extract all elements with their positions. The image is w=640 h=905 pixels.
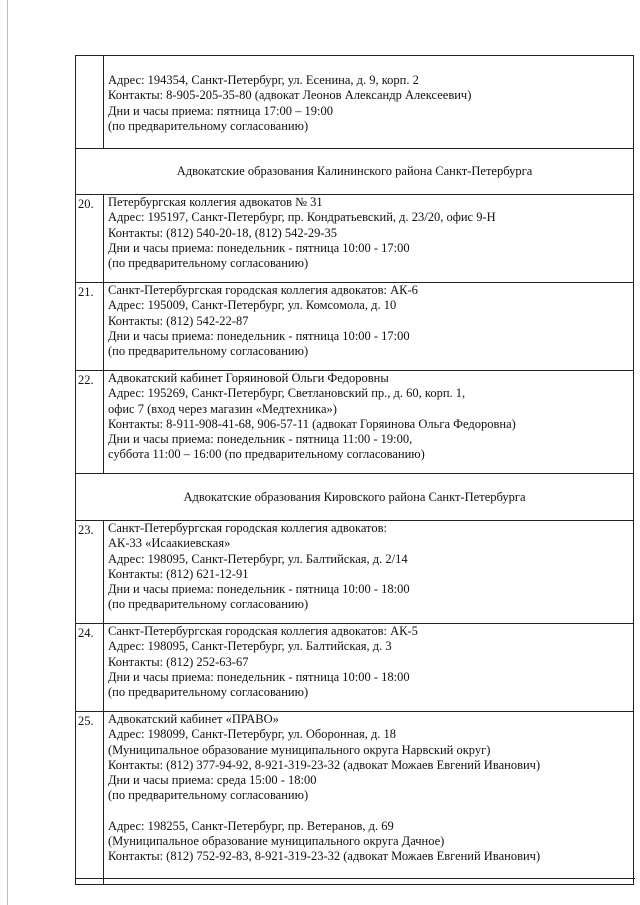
section-title: Адвокатские образования Калининского района Санкт-Петербурга xyxy=(76,149,634,195)
entry-details xyxy=(104,624,634,712)
entry-number: 24. xyxy=(76,624,104,712)
entry-line: суббота 11:00 – 16:00 (по предварительному согласованию) xyxy=(108,447,425,462)
entry-line: Дни и часы приема: понедельник - пятница 10:00 - 18:00 xyxy=(108,669,410,684)
entry-line: Петербургская коллегия адвокатов № 31 xyxy=(108,195,323,209)
entry-line: Дни и часы приема: понедельник - пятница 10:00 - 18:00 xyxy=(108,582,410,597)
entry-line: Санкт-Петербургская городская коллегия адвокатов: АК-6 xyxy=(108,283,418,297)
entry-number xyxy=(76,56,104,149)
entry-line: Санкт-Петербургская городская коллегия адвокатов: xyxy=(108,521,387,535)
entry-line: (по предварительному согласованию) xyxy=(108,344,309,359)
entry-line: (по предварительному согласованию) xyxy=(108,256,309,271)
entry-details xyxy=(104,56,634,149)
entry-line: (по предварительному согласованию) xyxy=(108,685,309,700)
entry-line: Контакты: (812) 621-12-91 xyxy=(108,566,249,581)
entry-line: Дни и часы приема: среда 15:00 - 18:00 xyxy=(108,773,317,788)
entry-number: 21. xyxy=(76,283,104,371)
entry-line: (по предварительному согласованию) xyxy=(108,118,309,133)
entry-line: Адрес: 195269, Санкт-Петербург, Светлановский пр., д. 60, корп. 1, xyxy=(108,386,466,401)
entry-number: 22. xyxy=(76,371,104,474)
entry-line: (по предварительному согласованию) xyxy=(108,788,309,803)
entry-row xyxy=(76,371,634,474)
entry-row xyxy=(76,521,634,624)
entry-line: Контакты: (812) 542-22-87 xyxy=(108,313,249,328)
entry-details xyxy=(104,283,634,371)
entry-line: Адрес: 194354, Санкт-Петербург, ул. Есенина, д. 9, корп. 2 xyxy=(108,73,419,87)
entry-line: офис 7 (вход через магазин «Медтехника») xyxy=(108,401,337,416)
entry-line: Контакты: 8-911-908-41-68, 906-57-11 (адвокат Горяинова Ольга Федоровна) xyxy=(108,416,516,431)
entry-line: Контакты: 8-905-205-35-80 (адвокат Леонов Александр Алексеевич) xyxy=(108,88,472,103)
entry-line: Контакты: (812) 252-63-67 xyxy=(108,654,249,669)
section-title: Адвокатские образования Кировского района Санкт-Петербурга xyxy=(76,474,634,521)
entry-line: Контакты: (812) 540-20-18, (812) 542-29-35 xyxy=(108,225,337,240)
entry-line: Контакты: (812) 377-94-92, 8-921-319-23-32 (адвокат Можаев Евгений Иванович) xyxy=(108,757,541,772)
entry-line: Контакты: (812) 752-92-83, 8-921-319-23-32 (адвокат Можаев Евгений Иванович) xyxy=(108,849,541,864)
entry-details xyxy=(104,521,634,624)
entry-line: Адрес: 198095, Санкт-Петербург, ул. Балтийская, д. 3 xyxy=(108,639,392,654)
entry-line: (по предварительному согласованию) xyxy=(108,597,309,612)
entry-line: (Муниципальное образование муниципального округа Нарвский округ) xyxy=(108,742,491,757)
entry-line: Адрес: 198099, Санкт-Петербург, ул. Оборонная, д. 18 xyxy=(108,727,397,742)
entry-line: Дни и часы приема: понедельник - пятница 11:00 - 19:00, xyxy=(108,432,413,447)
section-header-row xyxy=(76,474,634,521)
lawyers-table-body xyxy=(76,56,634,885)
entry-details xyxy=(104,712,634,885)
entry-line: Дни и часы приема: понедельник - пятница 10:00 - 17:00 xyxy=(108,240,410,255)
entry-details xyxy=(104,195,634,283)
page-bottom-rule xyxy=(75,878,635,879)
entry-row xyxy=(76,624,634,712)
entry-line: АК-33 «Исаакиевская» xyxy=(108,536,231,551)
entry-line: Адвокатский кабинет Горяиновой Ольги Федоровны xyxy=(108,371,389,385)
section-header-row xyxy=(76,149,634,195)
entry-line: Адрес: 198255, Санкт-Петербург, пр. Ветеранов, д. 69 xyxy=(108,818,394,833)
entry-line: Адвокатский кабинет «ПРАВО» xyxy=(108,712,279,726)
entry-details xyxy=(104,371,634,474)
entry-line: Дни и часы приема: пятница 17:00 – 19:00 xyxy=(108,103,333,118)
entry-number: 20. xyxy=(76,195,104,283)
lawyers-table xyxy=(75,55,634,885)
entry-line: Адрес: 198095, Санкт-Петербург, ул. Балтийская, д. 2/14 xyxy=(108,551,408,566)
entry-row xyxy=(76,195,634,283)
entry-line: Адрес: 195197, Санкт-Петербург, пр. Кондратьевский, д. 23/20, офис 9-Н xyxy=(108,210,496,225)
entry-line: Санкт-Петербургская городская коллегия адвокатов: АК-5 xyxy=(108,624,418,638)
entry-line: (Муниципальное образование муниципального округа Дачное) xyxy=(108,834,445,849)
scan-edge-line xyxy=(7,0,8,905)
entry-number: 25. xyxy=(76,712,104,885)
entry-row xyxy=(76,712,634,885)
entry-line: Дни и часы приема: понедельник - пятница 10:00 - 17:00 xyxy=(108,328,410,343)
entry-line xyxy=(108,804,629,819)
entry-row xyxy=(76,56,634,149)
entry-number: 23. xyxy=(76,521,104,624)
entry-line: Адрес: 195009, Санкт-Петербург, ул. Комсомола, д. 10 xyxy=(108,298,397,313)
entry-row xyxy=(76,283,634,371)
